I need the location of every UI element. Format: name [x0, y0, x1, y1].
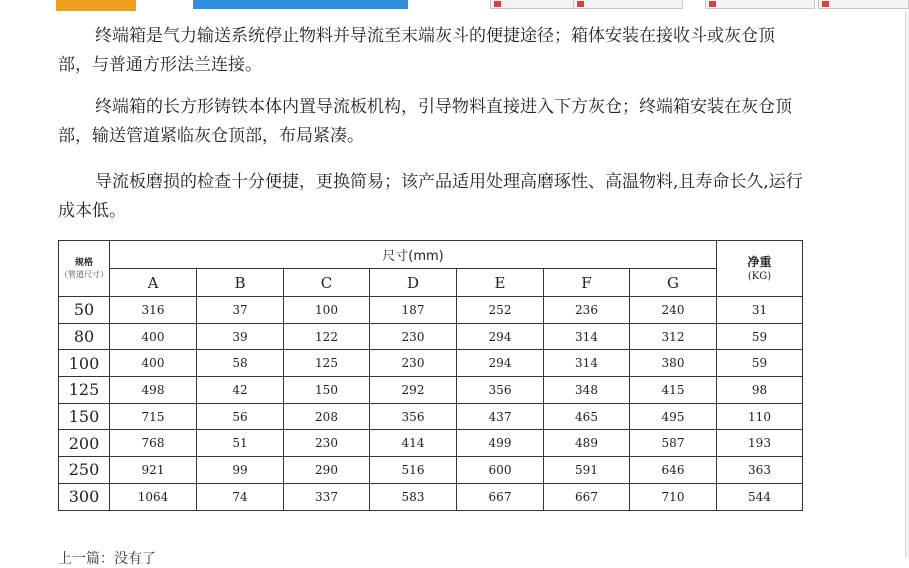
table-row: [59, 403, 803, 430]
dimension-cell: 380: [630, 350, 717, 377]
pdf-icon: [822, 1, 829, 7]
column-header: E: [457, 269, 544, 297]
pipe-size-cell: 200: [59, 430, 110, 457]
dimension-cell: 348: [544, 377, 630, 404]
dimension-cell: 292: [370, 377, 457, 404]
dimension-cell: 921: [110, 457, 197, 484]
dimension-cell: 150: [284, 377, 370, 404]
column-header: D: [370, 269, 457, 297]
dimension-cell: 646: [630, 457, 717, 484]
dimension-cell: 314: [544, 350, 630, 377]
weight-cell: 193: [717, 430, 803, 457]
dimension-cell: 39: [197, 323, 284, 350]
dimension-cell: 516: [370, 457, 457, 484]
column-letter-row: [59, 269, 803, 297]
size-header: 尺寸(mm): [110, 241, 717, 269]
dimension-cell: 187: [370, 297, 457, 324]
table-header-row: [59, 241, 803, 269]
pipe-size-cell: 125: [59, 377, 110, 404]
table-row: [59, 457, 803, 484]
pipe-size-cell: 300: [59, 483, 110, 510]
dimension-cell: 415: [630, 377, 717, 404]
dimension-cell: 499: [457, 430, 544, 457]
dimension-cell: 400: [110, 350, 197, 377]
table-row: [59, 323, 803, 350]
dimension-cell: 768: [110, 430, 197, 457]
table-row: [59, 430, 803, 457]
dimension-cell: 58: [197, 350, 284, 377]
browser-tab[interactable]: [573, 0, 683, 9]
pipe-size-cell: 100: [59, 350, 110, 377]
dimension-cell: 356: [370, 403, 457, 430]
column-header: G: [630, 269, 717, 297]
dimension-cell: 294: [457, 350, 544, 377]
browser-tab[interactable]: [818, 0, 909, 9]
dimension-cell: 122: [284, 323, 370, 350]
dimension-cell: 489: [544, 430, 630, 457]
site-header-accent: [56, 0, 136, 11]
dimension-cell: 583: [370, 483, 457, 510]
dimension-cell: 99: [197, 457, 284, 484]
column-header: B: [197, 269, 284, 297]
prev-article-link[interactable]: 上一篇：没有了: [58, 551, 156, 567]
dimension-cell: 37: [197, 297, 284, 324]
dimension-cell: 56: [197, 403, 284, 430]
column-header: F: [544, 269, 630, 297]
dimension-cell: 42: [197, 377, 284, 404]
pdf-icon: [494, 1, 501, 7]
browser-tab[interactable]: [705, 0, 815, 9]
weight-cell: 544: [717, 483, 803, 510]
dimension-cell: 290: [284, 457, 370, 484]
table-row: [59, 483, 803, 510]
active-tab[interactable]: [193, 0, 408, 9]
column-header: C: [284, 269, 370, 297]
spec-table: [58, 240, 803, 511]
dimension-cell: 667: [457, 483, 544, 510]
browser-tab-strip: [0, 0, 909, 11]
dimension-cell: 1064: [110, 483, 197, 510]
dimension-cell: 600: [457, 457, 544, 484]
table-body: [59, 297, 803, 511]
dimension-cell: 252: [457, 297, 544, 324]
dimension-cell: 316: [110, 297, 197, 324]
weight-header: 净重 (KG): [717, 241, 803, 297]
dimension-cell: 437: [457, 403, 544, 430]
weight-cell: 98: [717, 377, 803, 404]
dimension-cell: 294: [457, 323, 544, 350]
dimension-cell: 230: [370, 350, 457, 377]
column-header: A: [110, 269, 197, 297]
pipe-size-cell: 150: [59, 403, 110, 430]
pipe-size-cell: 80: [59, 323, 110, 350]
dimension-cell: 125: [284, 350, 370, 377]
dimension-cell: 667: [544, 483, 630, 510]
pdf-icon: [709, 1, 716, 7]
dimension-cell: 495: [630, 403, 717, 430]
table-row: [59, 297, 803, 324]
weight-cell: 363: [717, 457, 803, 484]
weight-cell: 59: [717, 350, 803, 377]
dimension-cell: 240: [630, 297, 717, 324]
maintenance-paragraph: 导流板磨损的检查十分便捷，更换简易；该产品适用处理高磨琢性、高温物料,且寿命长久,运行成本低。: [58, 172, 803, 221]
table-row: [59, 350, 803, 377]
table-row: [59, 377, 803, 404]
weight-cell: 31: [717, 297, 803, 324]
dimension-cell: 312: [630, 323, 717, 350]
dimension-cell: 465: [544, 403, 630, 430]
spec-header: 规格 （管道尺寸）: [59, 241, 110, 297]
dimension-cell: 208: [284, 403, 370, 430]
dimension-cell: 74: [197, 483, 284, 510]
dimension-cell: 230: [370, 323, 457, 350]
pipe-size-cell: 250: [59, 457, 110, 484]
structure-paragraph: 终端箱的长方形铸铁本体内置导流板机构，引导物料直接进入下方灰仓；终端箱安装在灰仓顶部，输送管道紧临灰仓顶部，布局紧凑。: [58, 97, 792, 146]
dimension-cell: 230: [284, 430, 370, 457]
dimension-cell: 587: [630, 430, 717, 457]
dimension-cell: 236: [544, 297, 630, 324]
dimension-cell: 710: [630, 483, 717, 510]
weight-cell: 110: [717, 403, 803, 430]
dimension-cell: 314: [544, 323, 630, 350]
pdf-icon: [577, 1, 584, 7]
intro-paragraph: 终端箱是气力输送系统停止物料并导流至末端灰斗的便捷途径；箱体安装在接收斗或灰仓顶部，与普通方形法兰连接。: [58, 26, 775, 75]
dimension-cell: 591: [544, 457, 630, 484]
dimension-cell: 100: [284, 297, 370, 324]
dimension-cell: 400: [110, 323, 197, 350]
dimension-cell: 498: [110, 377, 197, 404]
browser-tab[interactable]: [490, 0, 580, 9]
dimension-cell: 414: [370, 430, 457, 457]
dimension-cell: 51: [197, 430, 284, 457]
pipe-size-cell: 50: [59, 297, 110, 324]
dimension-cell: 715: [110, 403, 197, 430]
dimension-cell: 337: [284, 483, 370, 510]
weight-cell: 59: [717, 323, 803, 350]
dimension-cell: 356: [457, 377, 544, 404]
